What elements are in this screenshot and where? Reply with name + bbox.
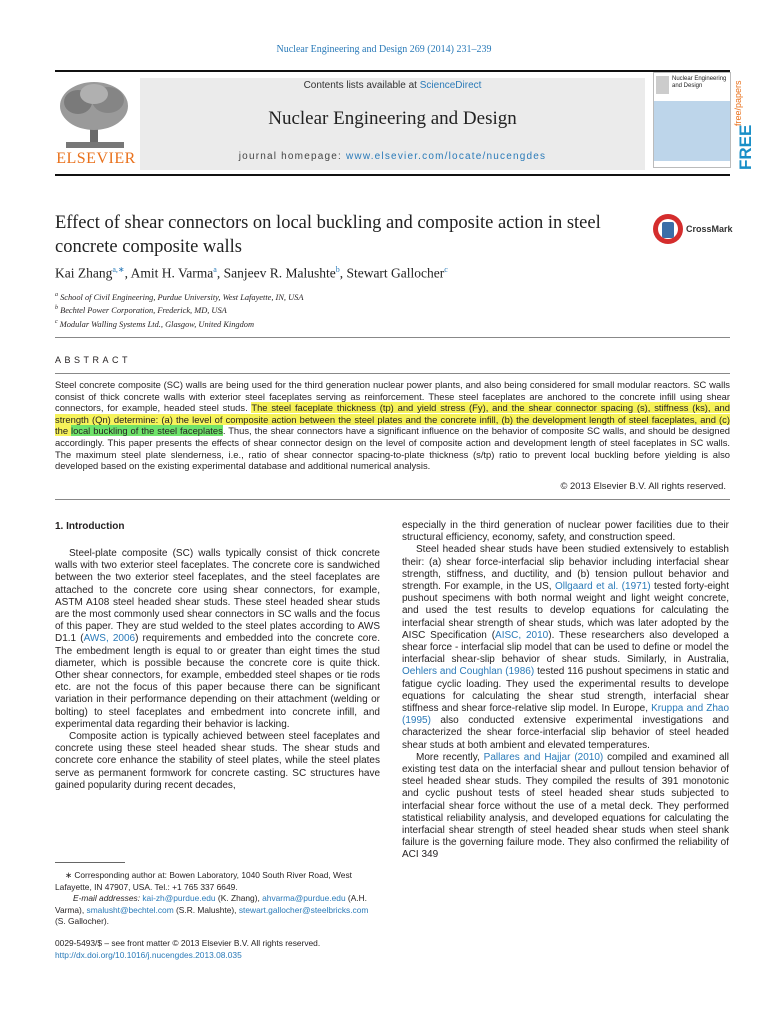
contents-prefix: Contents lists available at xyxy=(303,80,420,91)
abstract-highlight-green: local buckling of the steel faceplates xyxy=(70,425,223,437)
paragraph-text: ) requirements and embedded into the concrete core. The embedment length is equal to or greater than eight times the stud diameter, which is possible because the concrete core is quite thick. Other shear connectors, for example, embedded steel shapes or tie rods etc. are not the focus of this paper because there can be significant variation in their performance depending on their attachment (welding or bolting) to steel faceplates and embedment into concrete infill, and experimental data regarding their behavior is lacking. xyxy=(55,633,380,730)
elsevier-logo-text: ELSEVIER xyxy=(56,150,136,167)
citation-link[interactable]: Pallares and Hajjar (2010) xyxy=(483,751,604,763)
author-name: Amit H. Varma xyxy=(130,265,214,281)
abstract-heading-rule xyxy=(55,373,730,374)
paragraph-text: tested forty-eight pushout specimens with both normal weight and light weight concrete, and used the test results to develop equations for calculating the interfacial shear strength of shear studs, which was later adopted by the AISC Specification ( xyxy=(402,581,729,641)
abstract-text-part: . Thus, the shear connectors have a significant influence on the behavior of composite SC walls, and should be designed accordingly. This paper presents the effects of shear connector design on the level of composite action and development length of steel faceplates in SC walls. The maximum steel plate slenderness, i.e., ratio of shear connector spacing-to-plate thickness (s/tp) ratio to prevent local buckling before yielding is also developed based on the existing experimental database and additional numerical analysis. xyxy=(55,425,731,472)
left-column xyxy=(55,548,380,792)
author-affiliation-marker[interactable]: c xyxy=(444,265,448,274)
email-link[interactable]: stewart.gallocher@steelbricks.com xyxy=(238,904,369,915)
right-column xyxy=(402,520,729,862)
free-badge-text: FREE xyxy=(736,124,755,170)
journal-title: Nuclear Engineering and Design xyxy=(268,108,517,129)
cover-band xyxy=(654,101,730,161)
abstract-copyright: © 2013 Elsevier B.V. All rights reserved. xyxy=(560,480,726,491)
paragraph-text: also conducted extensive experimental investigations and characterized the shear force-interfacial slip behavior of steel headed shear studs at both ambient and elevated temperatures. xyxy=(402,715,729,751)
corresponding-author-note: ∗ Corresponding author at: Bowen Laboratory, 1040 South River Road, West Lafayette, IN 47907, USA. Tel.: +1 765 337 6649. xyxy=(55,870,352,892)
affiliation-list xyxy=(55,290,655,330)
citation-link[interactable]: AWS, 2006 xyxy=(83,633,136,645)
homepage-line xyxy=(140,151,645,162)
author-name: Kai Zhang xyxy=(55,265,113,281)
paragraph: especially in the third generation of nuclear power facilities due to their structural efficiency, economy, safety, and construction speed. xyxy=(402,520,729,544)
citation-link[interactable]: AISC, 2010 xyxy=(495,629,549,641)
affiliation-marker: a xyxy=(55,292,58,298)
paragraph-text: tested 116 pushout specimens in static and fatigue cyclic loading. They used the experimental results to develope equations for calculating the shear stud strength, interfacial shear stiffness and shear force-relative slip model. In Europe, xyxy=(402,666,729,715)
paragraph-text: compiled and examined all existing test data on the interfacial shear and pullout tension behavior of steel headed shear studs. They compiled the results of 391 monotonic and cyclic pushout tests of steel headed shear studs subjected to interfacial shear force without the use of a metal deck. They performed statistical reliability analysis, and developed equations for calculating the interfacial shear strength of steel headed shear studs when steel shank failure is the governing failure mode. They also confirmed the reliability of ACI 349 xyxy=(402,751,730,861)
author-list: Kai Zhang$^{a,∗}$, Amit H. Varma$^a$, Sanjeev R. Malushte$^b$, Stewart Gallocher$^c$ xyxy=(55,265,448,281)
crossmark-label: CrossMark xyxy=(686,224,733,234)
cover-logo xyxy=(656,76,669,94)
homepage-link[interactable]: www.elsevier.com/locate/nucengdes xyxy=(345,151,547,162)
email-owner: (S. Gallocher). xyxy=(55,916,109,926)
paragraph-text: ). These researchers also developed a shear force - interfacial slip model that can be used to define or model the interfacial shear-slip behavior of shear studs. Similarly, in Australia, xyxy=(402,629,729,666)
doi-link[interactable]: http://dx.doi.org/10.1016/j.nucengdes.2013.08.035 xyxy=(55,950,242,960)
affiliation-text: Modular Walling Systems Ltd., Glasgow, United Kingdom xyxy=(59,319,255,329)
author-affiliation-marker[interactable]: b xyxy=(335,265,340,274)
email-owner: (A.H. Varma), xyxy=(55,893,368,915)
header-bottom-rule xyxy=(55,174,730,176)
free-papers-badge[interactable] xyxy=(735,46,763,171)
abstract-bottom-rule xyxy=(55,499,730,500)
contents-line xyxy=(140,80,645,91)
abstract-text-part: Steel concrete composite (SC) walls are being used for the third generation nuclear power plants, and also being considered for small modular reactors. SC walls consist of thick concrete walls with exterior steel faceplates serving as reinforcement. These steel faceplates are anchored to the concrete infill using shear connectors, for example, headed steel studs. xyxy=(55,379,730,414)
paragraph-text: More recently, xyxy=(416,751,484,763)
email-link[interactable]: kai-zh@purdue.edu xyxy=(142,893,216,903)
homepage-prefix: journal homepage: xyxy=(238,151,346,162)
affiliation xyxy=(55,290,655,303)
affiliation-marker: b xyxy=(55,305,58,312)
citation-link[interactable]: Ollgaard et al. (1971) xyxy=(554,581,651,593)
email-addresses xyxy=(55,893,380,928)
email-owner: (K. Zhang), xyxy=(215,893,263,903)
front-matter xyxy=(55,937,380,961)
abstract-heading: ABSTRACT xyxy=(55,355,132,365)
citation-link[interactable]: Oehlers and Coughlan (1986) xyxy=(402,666,535,678)
header-top-rule xyxy=(55,70,730,72)
author-affiliation-marker[interactable]: a,∗ xyxy=(112,265,125,274)
abstract-top-rule xyxy=(55,337,730,338)
paragraph: Composite action is typically achieved between steel faceplates and concrete using these steel headed shear studs. The shear studs and concrete core enhance the stability of steel plates, while the steel plates serve as permanent formwork for concrete casting. SC structures have gained popularity during recent decades, xyxy=(55,731,380,791)
author-affiliation-marker[interactable]: a xyxy=(213,265,217,274)
email-label: E-mail addresses: xyxy=(73,893,143,903)
cover-title: Nuclear Engineering and Design xyxy=(672,76,727,89)
affiliation xyxy=(55,317,655,330)
paragraph-text: Steel headed shear studs have been studied extensively to establish their: (a) shear force-interfacial slip behavior including interfacial shear strength, stiffness, and ductility, and (b) tension pullout behavior and strength. For example, in the US, xyxy=(402,544,729,593)
affiliation-marker: c xyxy=(55,318,58,325)
author-name: Stewart Gallocher xyxy=(346,265,445,281)
email-link[interactable]: ahvarma@purdue.edu xyxy=(262,893,346,903)
crossmark-badge[interactable] xyxy=(652,212,742,246)
journal-reference-link[interactable]: Nuclear Engineering and Design 269 (2014) 231–239 xyxy=(276,44,492,55)
elsevier-tree-logo xyxy=(56,80,132,150)
author-name: Sanjeev R. Malushte xyxy=(223,265,336,281)
footnote-rule xyxy=(55,862,125,863)
email-owner: (S.R. Malushte), xyxy=(173,904,237,915)
abstract-highlight-yellow: The steel faceplate thickness (tp) and yield stress (Fy), and the shear connector spacing (s), stiffness (ks), and strength (Qn) determine: (a) the level of composite action between the steel plates and the concrete infill, (b) the development length of steel faceplates, and (c) the xyxy=(55,402,730,437)
journal-cover-thumbnail[interactable] xyxy=(653,72,731,168)
section-heading-introduction: 1. Introduction xyxy=(55,521,125,532)
abstract-text xyxy=(55,379,730,472)
paragraph xyxy=(402,544,729,751)
citation-link[interactable]: Kruppa and Zhao (1995) xyxy=(402,703,730,727)
article-title: Effect of shear connectors on local buckling and composite action in steel concrete composite walls xyxy=(55,213,601,257)
affiliation-text: Bechtel Power Corporation, Frederick, MD, USA xyxy=(60,306,227,316)
email-link[interactable]: smalusht@bechtel.com xyxy=(86,904,174,915)
affiliation-text: School of Civil Engineering, Purdue University, West Lafayette, IN, USA xyxy=(60,292,304,302)
paragraph-text: Steel-plate composite (SC) walls typically consist of thick concrete walls with two exterior steel faceplates. The concrete core is sandwiched between the two exterior steel faceplates, and the steel faceplates are attached to the concrete core using shear connectors, for example, ASTM A108 steel headed shear studs. These steel headed shear studs are the most commonly used shear connectors in SC walls and the focus of this paper. They are stud welded to the steel plates according to AWS D1.1 ( xyxy=(55,548,380,645)
footnotes xyxy=(55,870,380,928)
free-badge-subtext: free/papers xyxy=(733,80,743,126)
issn-line: 0029-5493/$ – see front matter © 2013 Elsevier B.V. All rights reserved. xyxy=(55,938,321,948)
sciencedirect-link[interactable]: ScienceDirect xyxy=(419,80,482,91)
paragraph xyxy=(402,752,729,862)
affiliation xyxy=(55,303,655,316)
paragraph xyxy=(55,548,380,731)
